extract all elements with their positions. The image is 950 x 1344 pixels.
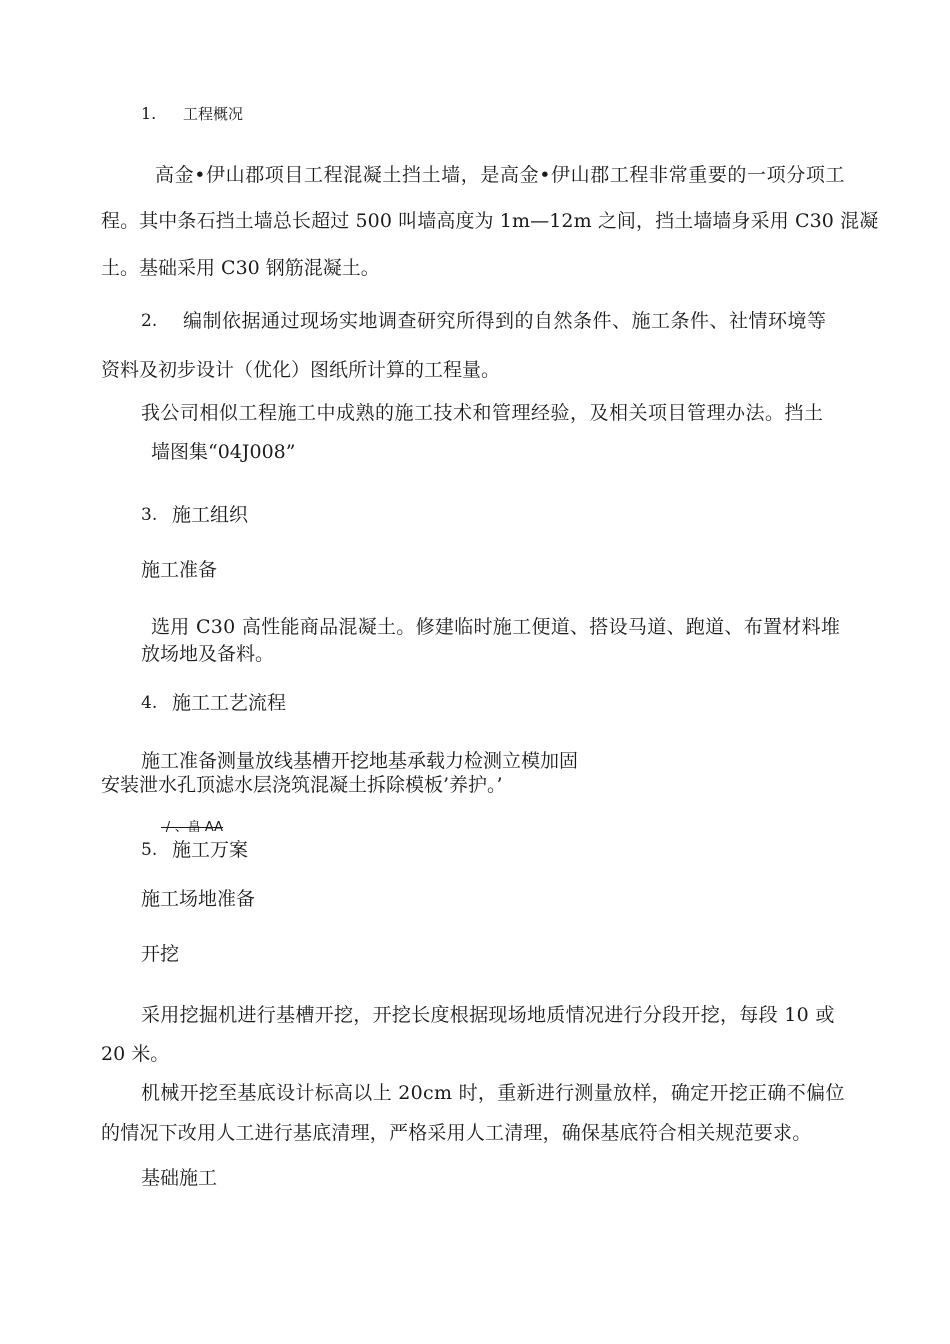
overview-line-3: 土。基础采用 C30 钢筋混凝土。	[101, 257, 380, 279]
excavation-line-3: 机械开挖至基底设计标高以上 20cm 时，重新进行测量放样，确定开挖正确不偏位	[141, 1082, 845, 1104]
section-2-line-4: 墙图集“04J008”	[151, 441, 296, 463]
section-1-number: 1.	[141, 104, 157, 123]
section-3-subheading: 施工准备	[141, 559, 218, 581]
section-4-number: 4.	[141, 693, 158, 713]
section-2-line-1: 编制依据通过现场实地调查研究所得到的自然条件、施工条件、社情环境等	[183, 310, 827, 332]
section-1-title: 工程概况	[183, 105, 244, 123]
section-5-subheading-site: 施工场地准备	[141, 888, 256, 910]
excavation-line-2: 20 米。	[101, 1043, 170, 1065]
section-2-line-2: 资料及初步设计（优化）图纸所计算的工程量。	[101, 359, 501, 381]
section-5-subheading-excavation: 开挖	[141, 943, 180, 965]
section-5-subheading-foundation: 基础施工	[141, 1167, 218, 1189]
section-3-title: 施工组织	[172, 504, 249, 526]
section-2-number: 2.	[141, 311, 158, 331]
section-3-paragraph-line-1: 选用 C30 高性能商品混凝土。修建临时施工便道、搭设马道、跑道、布置材料堆	[151, 616, 841, 638]
section-2-line-3: 我公司相似工程施工中成熟的施工技术和管理经验，及相关项目管理办法。挡土	[141, 402, 824, 424]
section-4-title: 施工工艺流程	[172, 692, 287, 714]
section-3-paragraph-line-2: 放场地及备料。	[141, 643, 275, 665]
ocr-artifact-text: -/-、畠 AA	[161, 820, 224, 835]
excavation-line-4: 的情况下改用人工进行基底清理，严格采用人工清理，确保基底符合相关规范要求。	[101, 1122, 812, 1144]
excavation-line-1: 采用挖掘机进行基槽开挖，开挖长度根据现场地质情况进行分段开挖，每段 10 或	[141, 1004, 835, 1026]
overview-line-2: 程。其中条石挡土墙总长超过 500 叫墙高度为 1m—12m 之间，挡土墙墙身采用 C30 混凝	[101, 210, 879, 232]
section-3-number: 3.	[141, 505, 158, 525]
overview-line-1: 高金•伊山郡项目工程混凝土挡土墙，是高金•伊山郡工程非常重要的一项分项工	[155, 164, 846, 186]
section-4-flow-line-2: 安装泄水孔顶滤水层浇筑混凝土拆除模板’养护。’	[101, 774, 503, 796]
section-5-title: 施工万案	[172, 839, 249, 861]
section-5-number: 5.	[141, 840, 158, 860]
section-4-flow-line-1: 施工准备测量放线基槽开挖地基承载力检测立模加固	[141, 750, 579, 772]
